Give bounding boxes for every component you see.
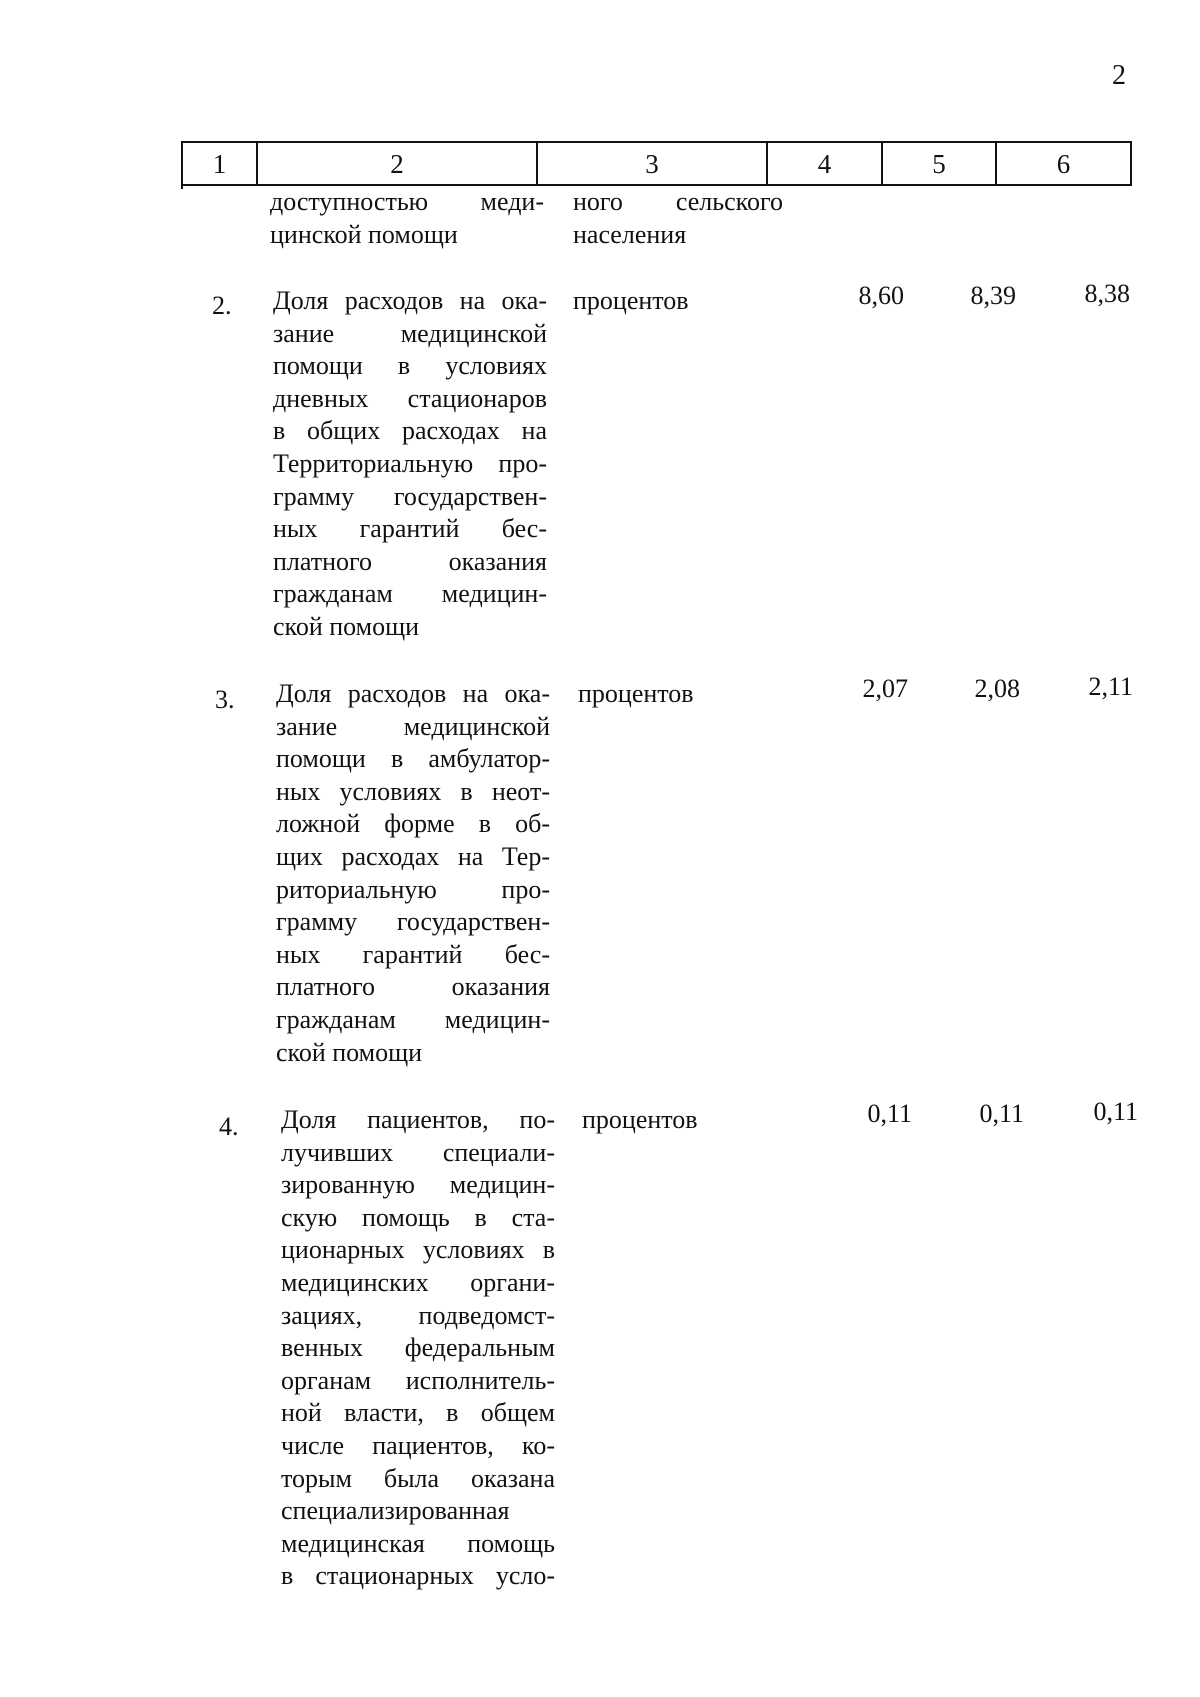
description-line: ской помощи: [276, 1037, 423, 1067]
row-value-col6: 8,38: [1084, 279, 1130, 308]
row-description: [276, 678, 550, 1069]
row-number: 3.: [215, 685, 235, 714]
row-unit: процентов: [582, 1105, 698, 1134]
description-line: ной власти, в общем: [281, 1398, 555, 1428]
row-value-col4: 8,60: [858, 281, 904, 310]
description-line: ных условиях в неот-: [276, 776, 550, 806]
description-line: ложной форме в об-: [276, 809, 550, 839]
description-line: помощи в условиях: [273, 351, 547, 381]
description-line: в стационарных усло-: [281, 1561, 555, 1591]
row-value-col5: 8,39: [970, 281, 1016, 310]
row-number: 4.: [219, 1112, 239, 1141]
row-unit: процентов: [578, 679, 694, 708]
description-line: Доля пациентов, по-: [281, 1105, 555, 1134]
description-line: ционарных условиях в: [281, 1235, 555, 1265]
description-line: зание медицинской: [276, 711, 550, 741]
header-col-6: 6: [996, 142, 1131, 185]
description-line: торым была оказана: [281, 1463, 555, 1493]
continuation-unit: [573, 186, 783, 251]
row-number: 2.: [212, 291, 232, 320]
description-line: гражданам медицин-: [273, 579, 547, 609]
description-line: ных гарантий бес-: [273, 514, 547, 544]
row-description: [273, 285, 547, 644]
continuation-unit-line: населения: [573, 219, 687, 249]
row-value-col4: 0,11: [867, 1099, 912, 1128]
page-number: 2: [1112, 60, 1126, 91]
header-col-4: 4: [767, 142, 882, 185]
description-line: ных гарантий бес-: [276, 939, 550, 969]
header-col-3: 3: [537, 142, 767, 185]
description-line: зированную медицин-: [281, 1170, 555, 1200]
description-line: медицинских органи-: [281, 1267, 555, 1297]
header-col-5: 5: [882, 142, 996, 185]
row-value-col6: 2,11: [1088, 672, 1133, 701]
description-line: щих расходах на Тер-: [276, 841, 550, 871]
description-line: помощи в амбулатор-: [276, 744, 550, 774]
description-line: Доля расходов на ока-: [273, 286, 547, 315]
row-unit: процентов: [573, 286, 689, 315]
description-line: платного оказания: [273, 546, 547, 576]
row-value-col5: 0,11: [979, 1099, 1024, 1128]
description-line: Доля расходов на ока-: [276, 679, 550, 708]
row-value-col6: 0,11: [1093, 1097, 1138, 1126]
description-line: Территориальную про-: [273, 448, 547, 478]
header-row: [182, 142, 1131, 185]
continuation-description-line: доступностью меди-: [270, 187, 544, 216]
header-col-1: 1: [182, 142, 257, 185]
description-line: зание медицинской: [273, 318, 547, 348]
description-line: грамму государствен-: [276, 907, 550, 937]
description-line: специализированная: [281, 1496, 510, 1526]
description-line: грамму государствен-: [273, 481, 547, 511]
description-line: венных федеральным: [281, 1333, 555, 1363]
description-line: органам исполнитель-: [281, 1365, 555, 1395]
description-line: ской помощи: [273, 611, 420, 641]
row-description: [281, 1104, 555, 1593]
description-line: риториальную про-: [276, 874, 550, 904]
column-number-header: [181, 141, 1132, 186]
description-line: зациях, подведомст-: [281, 1300, 555, 1330]
header-col-2: 2: [257, 142, 537, 185]
description-line: гражданам медицин-: [276, 1004, 550, 1034]
continuation-description: [270, 186, 544, 251]
description-line: медицинская помощь: [281, 1528, 555, 1558]
continuation-description-line: цинской помощи: [270, 219, 458, 249]
description-line: числе пациентов, ко-: [281, 1430, 555, 1460]
description-line: платного оказания: [276, 972, 550, 1002]
continuation-unit-line: ного сельского: [573, 187, 783, 216]
row-value-col5: 2,08: [974, 674, 1020, 703]
description-line: в общих расходах на: [273, 416, 547, 446]
row-value-col4: 2,07: [862, 674, 908, 703]
description-line: скую помощь в ста-: [281, 1202, 555, 1232]
description-line: дневных стационаров: [273, 383, 547, 413]
description-line: лучивших специали-: [281, 1137, 555, 1167]
